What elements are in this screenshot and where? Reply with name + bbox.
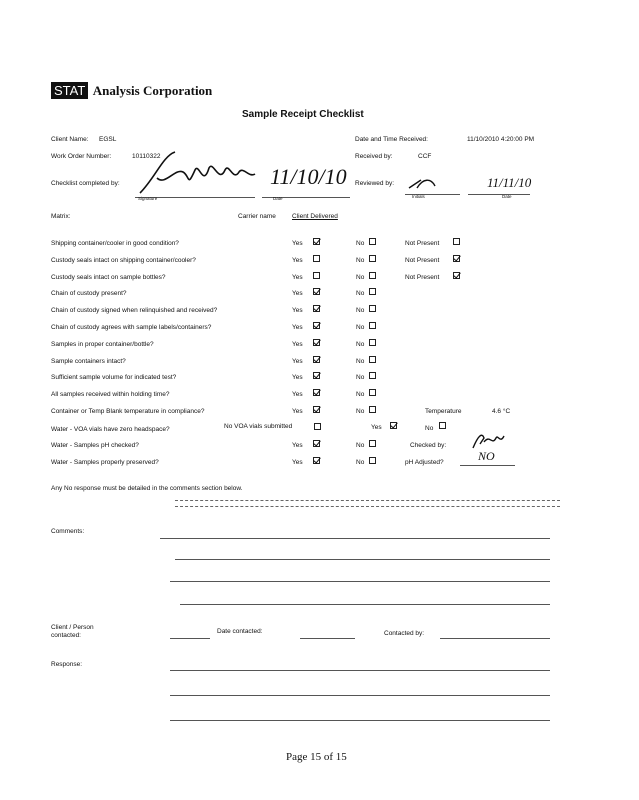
comments-label: Comments: (51, 528, 85, 535)
page-number: Page 15 of 15 (286, 751, 347, 763)
page-title: Sample Receipt Checklist (242, 109, 364, 120)
ph-checked-yes-checkbox[interactable] (313, 440, 320, 447)
voa-no-label: No (425, 425, 434, 432)
no-label: No (356, 257, 365, 264)
no-label: No (356, 324, 365, 331)
no-response-note: Any No response must be detailed in the comments section below. (51, 485, 243, 492)
no-label: No (356, 240, 365, 247)
yes-label: Yes (292, 408, 303, 415)
no-checkbox[interactable] (369, 389, 376, 396)
not-present-label: Not Present (405, 257, 440, 264)
no-label: No (356, 274, 365, 281)
yes-checkbox[interactable] (313, 272, 320, 279)
reviewed-date: 11/11/10 (487, 175, 532, 190)
voa-yes-checkbox[interactable] (390, 422, 397, 429)
date-contacted-label: Date contacted: (217, 628, 263, 635)
response-line-2[interactable] (170, 695, 550, 696)
yes-label: Yes (292, 358, 303, 365)
checklist-question: All samples received within holding time? (51, 391, 170, 398)
ph-checked-no-checkbox[interactable] (369, 440, 376, 447)
company-name: Analysis Corporation (92, 83, 213, 98)
preserved-yes-label: Yes (292, 459, 303, 466)
date-received-label: Date and Time Received: (355, 136, 428, 143)
yes-label: Yes (292, 257, 303, 264)
no-label: No (356, 408, 365, 415)
voa-question: Water - VOA vials have zero headspace? (51, 426, 170, 433)
no-checkbox[interactable] (369, 238, 376, 245)
checklist-question: Sample containers intact? (51, 358, 126, 365)
no-checkbox[interactable] (369, 272, 376, 279)
comments-line-2[interactable] (175, 559, 550, 560)
checklist-question: Container or Temp Blank temperature in compliance? (51, 408, 205, 415)
not-present-label: Not Present (405, 274, 440, 281)
ph-checked-question: Water - Samples pH checked? (51, 442, 139, 449)
no-checkbox[interactable] (369, 372, 376, 379)
date-received-value: 11/10/2010 4:20:00 PM (467, 136, 535, 143)
yes-label: Yes (292, 341, 303, 348)
contacted-by-line[interactable] (440, 638, 550, 639)
no-checkbox[interactable] (369, 339, 376, 346)
yes-checkbox[interactable] (313, 305, 320, 312)
comments-line-4[interactable] (180, 604, 550, 605)
yes-checkbox[interactable] (313, 406, 320, 413)
no-voa-checkbox[interactable] (314, 423, 321, 430)
received-by-label: Received by: (355, 153, 393, 160)
yes-label: Yes (292, 274, 303, 281)
carrier-label: Carrier name (238, 213, 276, 220)
yes-checkbox[interactable] (313, 238, 320, 245)
reviewed-by-label: Reviewed by: (355, 180, 395, 187)
note-line-1 (175, 500, 560, 501)
no-label: No (356, 341, 365, 348)
checklist-signature (135, 148, 275, 198)
date-caption: Date (273, 196, 283, 201)
reviewed-date-caption: Date (502, 194, 512, 199)
yes-label: Yes (292, 307, 303, 314)
response-line-3[interactable] (170, 720, 550, 721)
checklist-question: Sufficient sample volume for indicated test? (51, 374, 177, 381)
company-logo (51, 82, 212, 100)
checklist-question: Shipping container/cooler in good condition? (51, 240, 179, 247)
preserved-no-label: No (356, 459, 365, 466)
no-label: No (356, 374, 365, 381)
ph-checked-yes-label: Yes (292, 442, 303, 449)
received-by-value: CCF (418, 153, 432, 160)
checklist-question: Custody seals intact on sample bottles? (51, 274, 166, 281)
not-present-checkbox[interactable] (453, 255, 460, 262)
not-present-label: Not Present (405, 240, 440, 247)
preserved-yes-checkbox[interactable] (313, 457, 320, 464)
no-label: No (356, 391, 365, 398)
initials-caption: Initials (412, 194, 425, 199)
no-label: No (356, 290, 365, 297)
no-voa-label: No VOA vials submitted (224, 423, 293, 430)
temperature-label: Temperature (425, 408, 462, 415)
signature-caption: Signature (138, 196, 158, 201)
client-name-value: EGSL (99, 136, 117, 143)
yes-checkbox[interactable] (313, 322, 320, 329)
date-contacted-line[interactable] (300, 638, 355, 639)
checklist-question: Samples in proper container/bottle? (51, 341, 154, 348)
not-present-checkbox[interactable] (453, 272, 460, 279)
yes-label: Yes (292, 240, 303, 247)
matrix-label: Matrix: (51, 213, 71, 220)
client-name-label: Client Name: (51, 136, 89, 143)
client-person-label-1: Client / Person (51, 624, 94, 631)
preserved-no-checkbox[interactable] (369, 457, 376, 464)
checklist-date: 11/10/10 (270, 164, 347, 189)
checklist-question: Chain of custody agrees with sample labels/containers? (51, 324, 212, 331)
temperature-value: 4.6 °C (492, 408, 511, 415)
work-order-value: 10110322 (132, 153, 161, 160)
yes-checkbox[interactable] (313, 339, 320, 346)
checklist-question: Chain of custody present? (51, 290, 127, 297)
contacted-by-label: Contacted by: (384, 630, 425, 637)
no-checkbox[interactable] (369, 305, 376, 312)
yes-checkbox[interactable] (313, 288, 320, 295)
reviewed-initials-mark (405, 174, 445, 194)
comments-line-1[interactable] (160, 538, 550, 539)
note-line-2 (175, 506, 560, 507)
carrier-value: Client Delivered (292, 213, 338, 220)
work-order-label: Work Order Number: (51, 153, 112, 160)
no-checkbox[interactable] (369, 255, 376, 262)
client-person-label-2: contacted: (51, 632, 81, 639)
logo-box: STAT (51, 82, 88, 99)
voa-yes-label: Yes (371, 424, 382, 431)
checked-by-label: Checked by: (410, 442, 447, 449)
no-label: No (356, 358, 365, 365)
checklist-completed-label: Checklist completed by: (51, 180, 120, 187)
not-present-checkbox[interactable] (453, 238, 460, 245)
yes-checkbox[interactable] (313, 389, 320, 396)
checklist-question: Custody seals intact on shipping container/cooler? (51, 257, 196, 264)
ph-adjusted-value: NO (478, 449, 495, 463)
yes-label: Yes (292, 391, 303, 398)
voa-no-checkbox[interactable] (439, 422, 446, 429)
comments-line-3[interactable] (170, 581, 550, 582)
yes-label: Yes (292, 374, 303, 381)
ph-checked-no-label: No (356, 442, 365, 449)
response-label: Response: (51, 661, 83, 668)
yes-label: Yes (292, 324, 303, 331)
no-checkbox[interactable] (369, 406, 376, 413)
yes-label: Yes (292, 290, 303, 297)
ph-adjusted-line (460, 465, 515, 466)
yes-checkbox[interactable] (313, 255, 320, 262)
yes-checkbox[interactable] (313, 372, 320, 379)
no-checkbox[interactable] (369, 322, 376, 329)
no-checkbox[interactable] (369, 356, 376, 363)
client-person-line[interactable] (170, 638, 210, 639)
response-line-1[interactable] (170, 670, 550, 671)
reviewed-date-line (468, 194, 530, 195)
preserved-question: Water - Samples properly preserved? (51, 459, 159, 466)
no-checkbox[interactable] (369, 288, 376, 295)
no-label: No (356, 307, 365, 314)
yes-checkbox[interactable] (313, 356, 320, 363)
checklist-question: Chain of custody signed when relinquished and received? (51, 307, 218, 314)
ph-adjusted-label: pH Adjusted? (405, 459, 444, 466)
